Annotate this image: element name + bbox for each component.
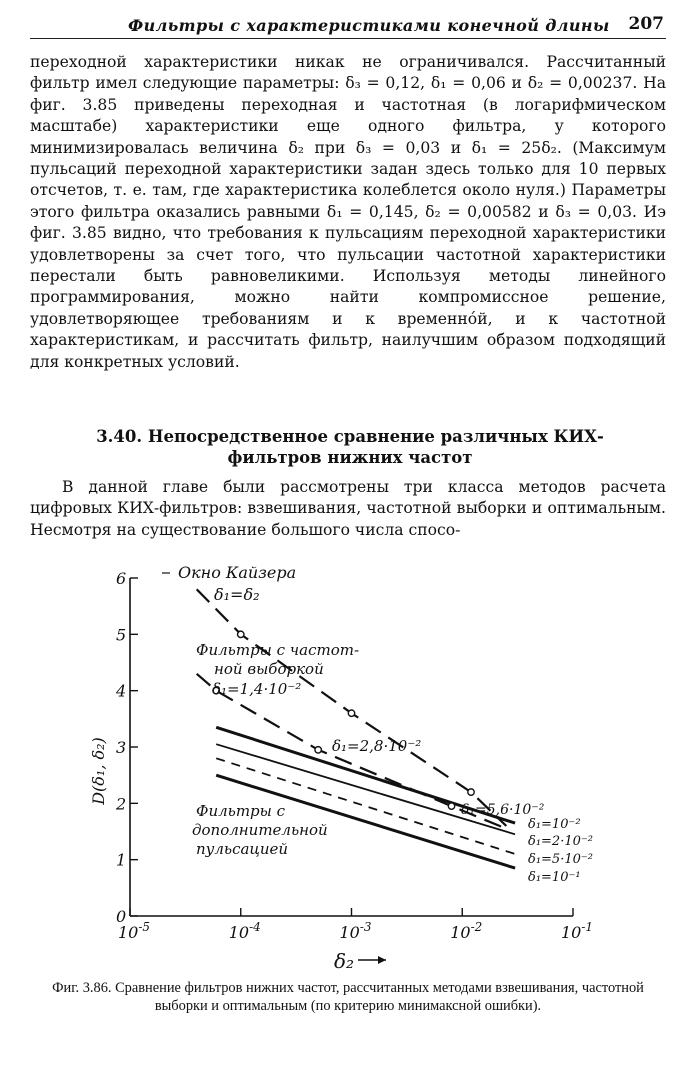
- annotation-extra-line1: Фильтры с: [196, 802, 286, 820]
- x-tick-label-2: $10^{-3}$: [339, 920, 372, 942]
- annotation-extra-line2: дополнительной: [192, 821, 328, 839]
- paragraph-1: переходной характеристики никак не ограничивался. Рассчитанный фильтр имел следующие параметры: δ₃ = 0,12, δ₁ = 0,06 и δ₂ = 0,00237. На фиг. 3.85 приведены переходная и частотная (в логарифмическом масштабе) характеристики еще одного фильтра, у которого минимизировалась величина δ₂ при δ₃ = 0,03 и δ₁ = 25δ₂. (Максимум пульсаций переходной характеристики задан здесь только для 10 первых отсчетов, т. е. там, где характеристика колеблется около нуля.) Параметры этого фильтра оказались равными δ₁ = 0,145, δ₂ = 0,00582 и δ₃ = 0,03. Иэ фиг. 3.85 видно, что требования к пульсациям переходной характеристики удовлетворены за счет того, что пульсации частотной характеристики перестали быть равновеликими. Используя методы линейного программирования, можно найти компромиссное решение, удовлетворяющее требованиям и к временно́й, и к частотной характеристикам, и рассчитать фильтр, наилучшим образом подходящий для конкретных условий.: [30, 53, 666, 371]
- y-tick-label-0: 0: [116, 907, 127, 926]
- annotation-opt-2: δ₁=2·10⁻²: [528, 834, 593, 849]
- annotation-kaiser-eq: δ₁=δ₂: [214, 585, 260, 604]
- paragraph-2: В данной главе были рассмотрены три класса методов расчета цифровых КИХ-фильтров: взвешивания, частотной выборки и оптимальным. Несмотря на существование большого числа спосо-: [30, 478, 666, 539]
- section-heading: 3.40. Непосредственное сравнение различных КИХ-фильтров нижних частот: [96, 427, 604, 467]
- x-axis-label: δ₂: [334, 949, 355, 973]
- annotation-extra-line3: пульсацией: [196, 840, 289, 858]
- annotation-opt-3: δ₁=5·10⁻²: [528, 852, 593, 867]
- annotation-fs-d2: δ₁=2,8·10⁻²: [332, 737, 422, 755]
- annotation-fs-d3: δ₁=5,6·10⁻²: [461, 802, 545, 818]
- x-tick-label-3: $10^{-2}$: [450, 920, 483, 942]
- page-number: 207: [628, 14, 664, 34]
- y-tick-label-1: 1: [116, 850, 127, 870]
- annotation-opt-1: δ₁=10⁻²: [528, 817, 581, 832]
- y-tick-label-3: 3: [116, 738, 127, 757]
- data-point-2: [468, 789, 474, 795]
- figure-3-86: [0, 556, 700, 976]
- data-point-5: [448, 803, 454, 809]
- annotation-fs-line1: Фильтры с частот-: [196, 641, 360, 659]
- y-tick-label-4: 4: [116, 681, 127, 701]
- annotation-fs-line2: ной выборкой: [214, 660, 324, 678]
- running-head: [30, 12, 666, 39]
- annotation-opt-4: δ₁=10⁻¹: [528, 870, 581, 885]
- comparison-chart: [0, 556, 700, 976]
- series-line-0: [197, 589, 507, 826]
- annotation-fs-d1: δ₁=1,4·10⁻²: [212, 680, 302, 698]
- x-tick-label-0: $10^{-5}$: [118, 920, 151, 942]
- running-title: Фильтры с характеристиками конечной длины: [128, 16, 610, 35]
- x-tick-label-4: $10^{-1}$: [561, 920, 594, 942]
- figure-caption: Фиг. 3.86. Сравнение фильтров нижних частот, рассчитанных методами взвешивания, частотной выборки и оптимальным (по критерию минимаксной ошибки).: [52, 980, 644, 1014]
- x-axis-arrow-head: [378, 956, 386, 964]
- y-axis-label: D(δ₁, δ₂): [89, 737, 108, 805]
- x-tick-label-1: $10^{-4}$: [228, 920, 261, 942]
- y-tick-label-2: 2: [116, 794, 127, 814]
- data-point-0: [238, 631, 244, 637]
- annotation-kaiser-title: Окно Кайзера: [178, 563, 297, 582]
- data-point-4: [315, 747, 321, 753]
- data-point-1: [348, 710, 354, 716]
- y-tick-label-5: 5: [116, 625, 127, 645]
- y-tick-label-6: 6: [116, 569, 127, 588]
